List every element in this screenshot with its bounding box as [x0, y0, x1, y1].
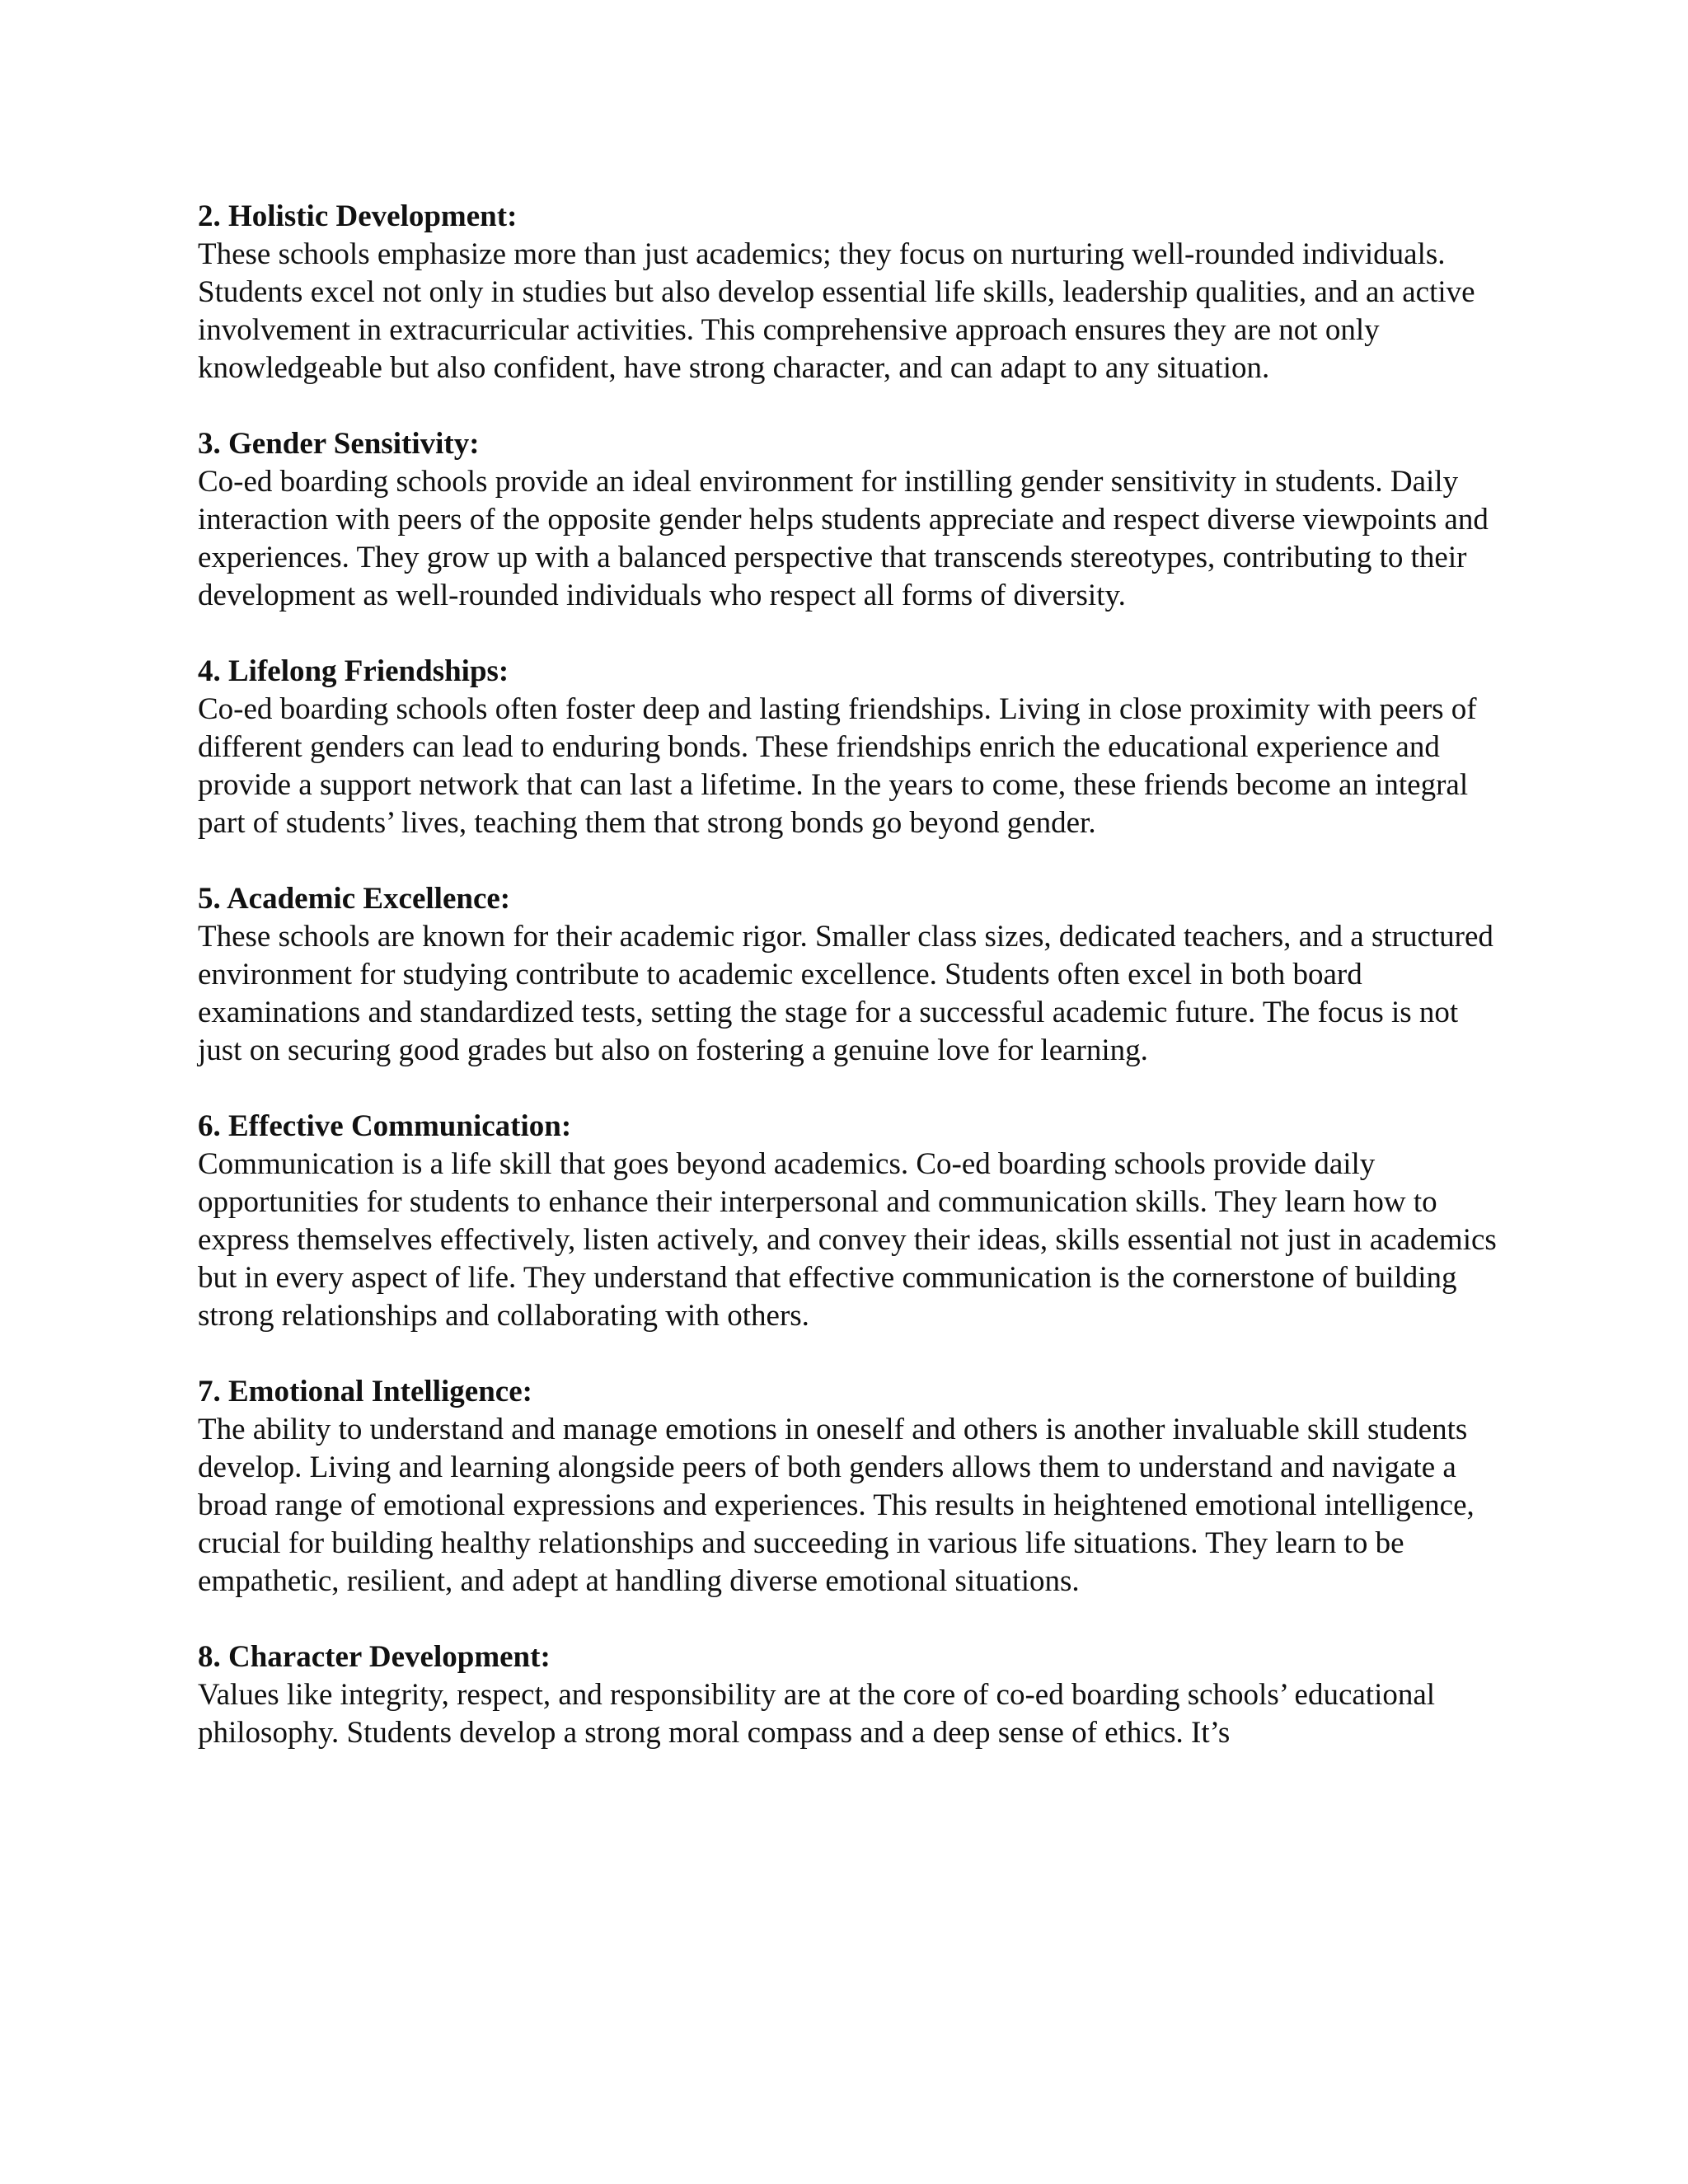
section-paragraph: Values like integrity, respect, and responsibility are at the core of co-ed boarding schools’ educational philosophy. Students develop a strong moral compass and a deep sense of ethics. It’s	[198, 1678, 1436, 1750]
section-academic-excellence	[198, 880, 1508, 1070]
section-paragraph: Communication is a life skill that goes beyond academics. Co-ed boarding schools provide daily opportunities for students to enhance their interpersonal and communication skills. They learn how to express themselves effectively, listen actively, and convey their ideas, skills essential not just in academics but in every aspect of life. They understand that effective communication is the cornerstone of building strong relationships and collaborating with others.	[198, 1147, 1497, 1333]
section-holistic-development	[198, 198, 1508, 387]
section-heading: 5. Academic Excellence:	[198, 882, 511, 916]
section-heading: 3. Gender Sensitivity:	[198, 427, 480, 461]
section-paragraph: These schools emphasize more than just academics; they focus on nurturing well-rounded individuals. Students excel not only in studies but also develop essential life skills, leadership qualities, and an active involvement in extracurricular activities. This comprehensive approach ensures they are not only knowledgeable but also confident, have strong character, and can adapt to any situation.	[198, 237, 1475, 385]
section-heading: 4. Lifelong Friendships:	[198, 654, 509, 688]
section-paragraph: Co-ed boarding schools provide an ideal environment for instilling gender sensitivity in students. Daily interaction with peers of the opposite gender helps students appreciate and respect diverse viewpoints and experiences. They grow up with a balanced perspective that transcends stereotypes, contributing to their development as well-rounded individuals who respect all forms of diversity.	[198, 465, 1489, 612]
section-heading: 7. Emotional Intelligence:	[198, 1375, 532, 1408]
section-emotional-intelligence	[198, 1373, 1508, 1601]
section-heading: 2. Holistic Development:	[198, 199, 518, 233]
section-character-development	[198, 1638, 1508, 1752]
section-paragraph: Co-ed boarding schools often foster deep and lasting friendships. Living in close proximity with peers of different genders can lead to enduring bonds. These friendships enrich the educational experience and provide a support network that can last a lifetime. In the years to come, these friends become an integral part of students’ lives, teaching them that strong bonds go beyond gender.	[198, 692, 1477, 840]
section-paragraph: These schools are known for their academic rigor. Smaller class sizes, dedicated teachers, and a structured environment for studying contribute to academic excellence. Students often excel in both board examinations and standardized tests, setting the stage for a successful academic future. The focus is not just on securing good grades but also on fostering a genuine love for learning.	[198, 920, 1493, 1067]
section-heading: 8. Character Development:	[198, 1640, 551, 1674]
document-page	[198, 198, 1508, 1790]
section-effective-communication	[198, 1108, 1508, 1335]
section-paragraph: The ability to understand and manage emotions in oneself and others is another invaluable skill students develop. Living and learning alongside peers of both genders allows them to understand and navigate a broad range of emotional expressions and experiences. This results in heightened emotional intelligence, crucial for building healthy relationships and succeeding in various life situations. They learn to be empathetic, resilient, and adept at handling diverse emotional situations.	[198, 1413, 1475, 1598]
section-lifelong-friendships	[198, 653, 1508, 842]
section-heading: 6. Effective Communication:	[198, 1109, 572, 1143]
section-gender-sensitivity	[198, 425, 1508, 615]
